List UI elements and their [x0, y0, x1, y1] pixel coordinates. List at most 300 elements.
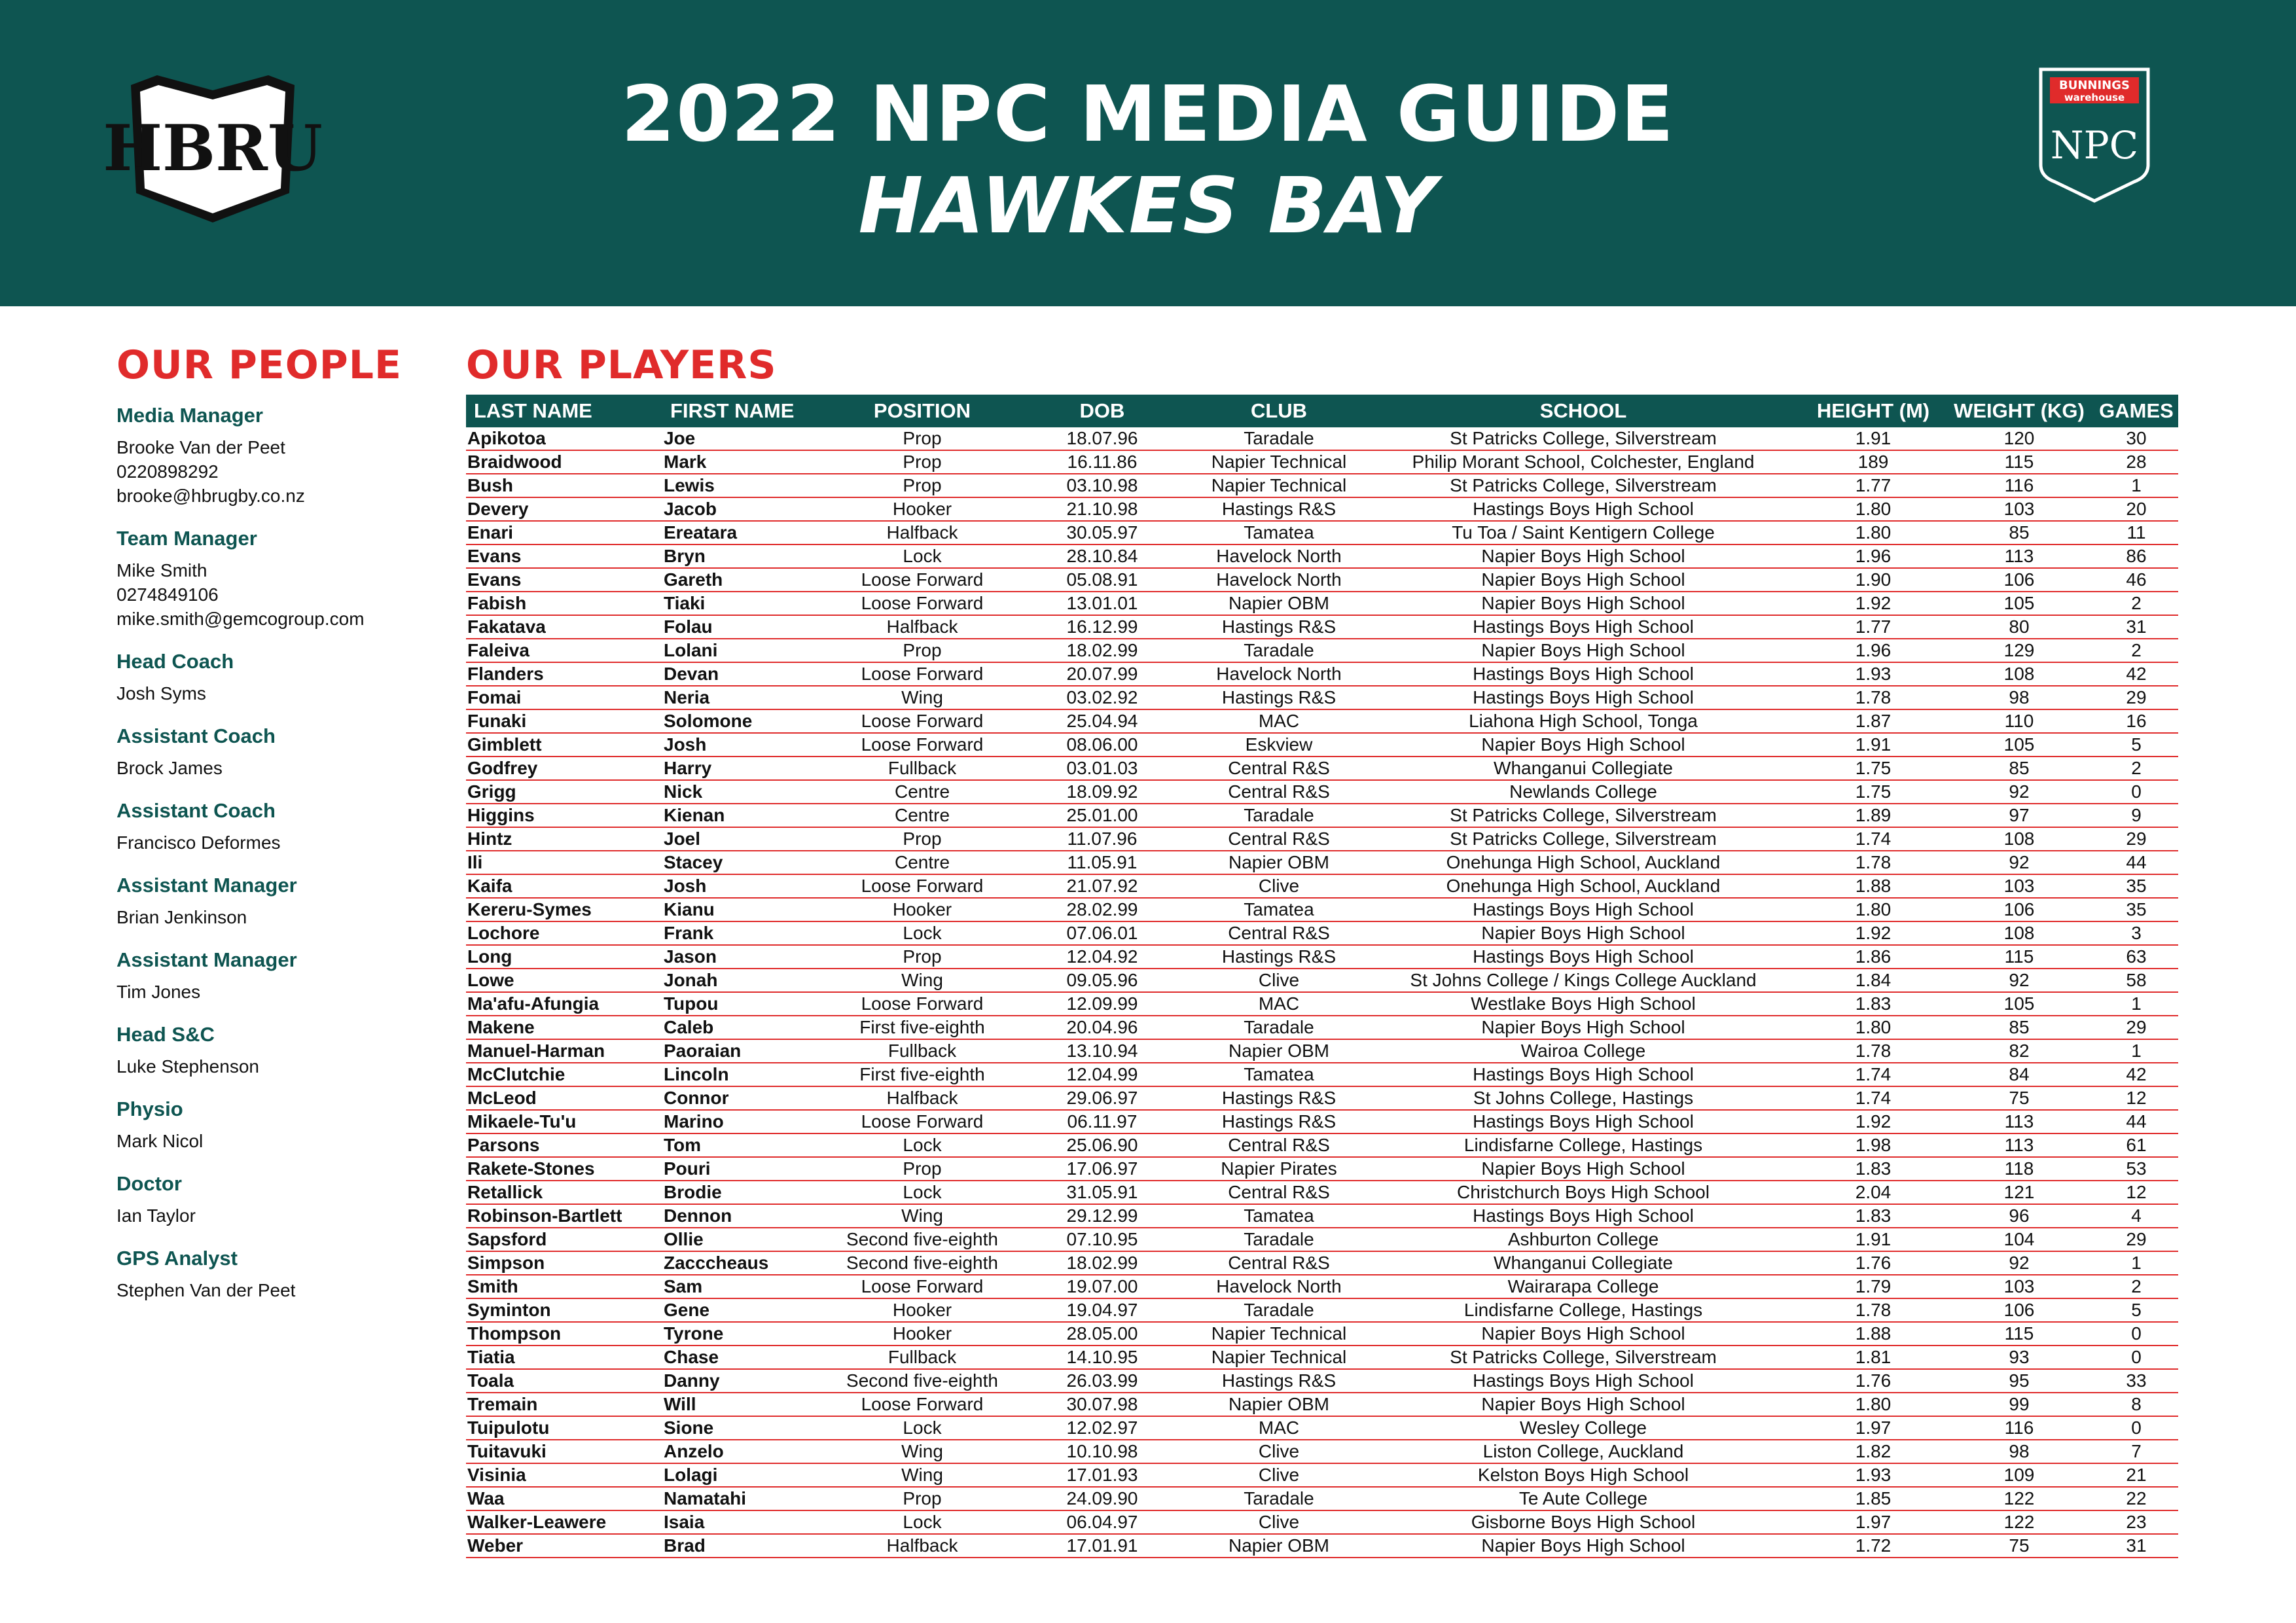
- cell-last-name: Braidwood: [467, 452, 562, 472]
- cell-position: Loose Forward: [861, 876, 984, 896]
- cell-club: Napier Pirates: [1221, 1158, 1337, 1179]
- staff-entry: [117, 872, 444, 929]
- cell-school: Christchurch Boys High School: [1457, 1182, 1710, 1202]
- our-players-heading: OUR PLAYERS: [466, 342, 777, 388]
- hbru-crest-lettering: HBRU: [103, 111, 323, 185]
- cell-school: St Patricks College, Silverstream: [1450, 805, 1717, 825]
- cell-dob: 31.05.91: [1066, 1182, 1138, 1202]
- cell-weight: 120: [2003, 428, 2035, 448]
- table-row: [466, 1535, 2178, 1558]
- npc-lettering: NPC: [2050, 123, 2139, 168]
- cell-games: 1: [2131, 993, 2142, 1014]
- cell-club: Taradale: [1244, 1229, 1314, 1249]
- cell-first-name: Marino: [664, 1111, 724, 1132]
- cell-position: Wing: [901, 970, 943, 990]
- cell-weight: 106: [2003, 899, 2035, 919]
- cell-weight: 103: [2003, 1276, 2035, 1296]
- cell-games: 46: [2126, 569, 2147, 590]
- table-row: [466, 946, 2178, 969]
- cell-club: MAC: [1258, 993, 1300, 1014]
- cell-weight: 108: [2003, 923, 2035, 943]
- cell-dob: 06.04.97: [1066, 1512, 1138, 1532]
- table-row: [466, 1299, 2178, 1323]
- cell-last-name: Syminton: [467, 1300, 551, 1320]
- cell-position: Hooker: [892, 1300, 952, 1320]
- staff-detail: Josh Syms: [117, 683, 206, 704]
- cell-height: 1.74: [1855, 1064, 1892, 1084]
- cell-games: 12: [2126, 1088, 2147, 1108]
- table-row: [466, 1393, 2178, 1417]
- bunnings-subtitle: warehouse: [2064, 92, 2125, 103]
- cell-last-name: Manuel-Harman: [467, 1041, 605, 1061]
- cell-club: Hastings R&S: [1221, 946, 1336, 967]
- cell-first-name: Brad: [664, 1535, 706, 1556]
- table-row: [466, 922, 2178, 946]
- cell-first-name: Will: [664, 1394, 696, 1414]
- cell-height: 1.80: [1855, 522, 1892, 543]
- cell-last-name: Godfrey: [467, 758, 538, 778]
- cell-last-name: Devery: [467, 499, 529, 519]
- cell-first-name: Joel: [664, 829, 701, 849]
- cell-weight: 122: [2003, 1488, 2035, 1508]
- cell-dob: 25.01.00: [1066, 805, 1138, 825]
- cell-club: Havelock North: [1216, 569, 1342, 590]
- cell-height: 1.77: [1855, 475, 1892, 495]
- staff-role: Team Manager: [117, 527, 257, 550]
- cell-position: Wing: [901, 1465, 943, 1485]
- cell-position: Prop: [903, 640, 942, 660]
- cell-games: 35: [2126, 876, 2147, 896]
- cell-club: Central R&S: [1228, 1253, 1330, 1273]
- cell-school: Hastings Boys High School: [1473, 899, 1694, 919]
- cell-height: 189: [1857, 452, 1889, 472]
- cell-club: Napier Technical: [1211, 1347, 1347, 1367]
- cell-last-name: Walker-Leawere: [467, 1512, 607, 1532]
- cell-last-name: Ma'afu-Afungia: [467, 993, 600, 1014]
- cell-height: 1.96: [1855, 546, 1892, 566]
- cell-club: Napier OBM: [1228, 852, 1330, 872]
- table-row: [466, 1205, 2178, 1228]
- cell-position: Prop: [903, 475, 942, 495]
- cell-first-name: Devan: [664, 664, 719, 684]
- cell-weight: 113: [2004, 546, 2034, 566]
- table-row: [466, 522, 2178, 545]
- cell-weight: 113: [2004, 1135, 2034, 1155]
- cell-games: 8: [2131, 1394, 2142, 1414]
- cell-dob: 07.10.95: [1066, 1229, 1138, 1249]
- cell-club: Central R&S: [1228, 1182, 1330, 1202]
- table-row: [466, 1488, 2178, 1511]
- cell-height: 1.76: [1855, 1253, 1892, 1273]
- cell-dob: 09.05.96: [1066, 970, 1138, 990]
- cell-weight: 108: [2003, 829, 2035, 849]
- cell-club: Central R&S: [1228, 781, 1330, 802]
- staff-entry: [117, 649, 444, 705]
- cell-weight: 109: [2003, 1465, 2035, 1485]
- cell-last-name: Apikotoa: [467, 428, 546, 448]
- cell-position: Lock: [903, 546, 942, 566]
- cell-club: Central R&S: [1228, 923, 1330, 943]
- cell-dob: 03.01.03: [1066, 758, 1138, 778]
- cell-position: Halfback: [886, 1088, 958, 1108]
- npc-shield-logo: [2036, 67, 2153, 204]
- cell-position: First five-eighth: [859, 1017, 985, 1037]
- table-row: [466, 427, 2178, 451]
- cell-games: 31: [2126, 1535, 2147, 1556]
- column-header-games: GAMES: [2099, 399, 2174, 422]
- cell-school: Napier Boys High School: [1481, 569, 1685, 590]
- cell-games: 21: [2126, 1465, 2147, 1485]
- cell-last-name: Parsons: [467, 1135, 540, 1155]
- column-header-club: CLUB: [1250, 399, 1308, 422]
- cell-position: Centre: [894, 852, 950, 872]
- cell-weight: 106: [2003, 569, 2035, 590]
- cell-height: 1.80: [1855, 1394, 1892, 1414]
- staff-detail: Mike Smith: [117, 560, 207, 580]
- cell-games: 3: [2131, 923, 2142, 943]
- cell-school: Liston College, Auckland: [1482, 1441, 1684, 1461]
- cell-position: Second five-eighth: [846, 1229, 998, 1249]
- cell-last-name: Flanders: [467, 664, 544, 684]
- cell-height: 1.75: [1855, 781, 1892, 802]
- cell-school: Kelston Boys High School: [1477, 1465, 1689, 1485]
- cell-last-name: Sapsford: [467, 1229, 547, 1249]
- table-row: [466, 1228, 2178, 1252]
- cell-dob: 28.05.00: [1066, 1323, 1138, 1344]
- cell-height: 1.98: [1855, 1135, 1892, 1155]
- cell-school: Onehunga High School, Auckland: [1446, 876, 1721, 896]
- staff-role: Head S&C: [117, 1023, 215, 1046]
- cell-first-name: Solomone: [664, 711, 753, 731]
- cell-dob: 13.10.94: [1066, 1041, 1138, 1061]
- cell-height: 1.92: [1855, 923, 1892, 943]
- table-row: [466, 1323, 2178, 1346]
- staff-detail: Brooke Van der Peet: [117, 437, 285, 457]
- cell-dob: 19.07.00: [1066, 1276, 1138, 1296]
- cell-height: 1.80: [1855, 499, 1892, 519]
- table-row: [466, 781, 2178, 804]
- cell-last-name: Retallick: [467, 1182, 543, 1202]
- cell-height: 1.83: [1855, 1205, 1892, 1226]
- cell-first-name: Josh: [664, 734, 707, 755]
- players-table: [466, 395, 2178, 1558]
- cell-dob: 29.06.97: [1066, 1088, 1138, 1108]
- cell-school: Hastings Boys High School: [1473, 664, 1694, 684]
- cell-last-name: Tuitavuki: [467, 1441, 547, 1461]
- cell-last-name: Smith: [467, 1276, 518, 1296]
- cell-dob: 19.04.97: [1066, 1300, 1138, 1320]
- cell-club: Central R&S: [1228, 829, 1330, 849]
- cell-last-name: Ili: [467, 852, 483, 872]
- cell-last-name: McLeod: [467, 1088, 537, 1108]
- cell-school: St Patricks College, Silverstream: [1450, 428, 1717, 448]
- cell-school: Napier Boys High School: [1481, 1535, 1685, 1556]
- table-row: [466, 1511, 2178, 1535]
- cell-first-name: Jonah: [664, 970, 718, 990]
- cell-last-name: Fomai: [467, 687, 522, 707]
- cell-school: Lindisfarne College, Hastings: [1463, 1135, 1703, 1155]
- cell-height: 1.78: [1855, 687, 1892, 707]
- table-row: [466, 569, 2178, 592]
- staff-entry: [117, 1096, 444, 1153]
- page-subtitle: HAWKES BAY: [858, 160, 1438, 251]
- cell-club: Napier Technical: [1211, 475, 1347, 495]
- cell-weight: 115: [2004, 946, 2034, 967]
- staff-role: Assistant Manager: [117, 874, 297, 897]
- cell-weight: 110: [2004, 711, 2034, 731]
- cell-dob: 28.10.84: [1066, 546, 1138, 566]
- cell-club: Napier Technical: [1211, 1323, 1347, 1344]
- cell-dob: 18.02.99: [1066, 640, 1138, 660]
- cell-games: 86: [2126, 546, 2147, 566]
- cell-weight: 97: [2009, 805, 2030, 825]
- cell-school: Gisborne Boys High School: [1471, 1512, 1696, 1532]
- cell-position: Prop: [903, 452, 942, 472]
- table-row: [466, 1370, 2178, 1393]
- cell-last-name: Kaifa: [467, 876, 512, 896]
- cell-games: 29: [2126, 687, 2147, 707]
- cell-dob: 18.09.92: [1066, 781, 1138, 802]
- cell-first-name: Paoraian: [664, 1041, 742, 1061]
- staff-role: Assistant Coach: [117, 799, 276, 822]
- cell-games: 53: [2126, 1158, 2147, 1179]
- cell-games: 1: [2131, 1253, 2142, 1273]
- cell-dob: 30.07.98: [1066, 1394, 1138, 1414]
- cell-first-name: Kianu: [664, 899, 715, 919]
- cell-club: Clive: [1258, 1512, 1300, 1532]
- cell-school: Hastings Boys High School: [1473, 1370, 1694, 1391]
- cell-club: Hastings R&S: [1221, 1111, 1336, 1132]
- cell-first-name: Pouri: [664, 1158, 711, 1179]
- table-row: [466, 875, 2178, 899]
- cell-dob: 14.10.95: [1066, 1347, 1138, 1367]
- cell-position: Fullback: [888, 1041, 957, 1061]
- cell-position: First five-eighth: [859, 1064, 985, 1084]
- cell-last-name: Robinson-Bartlett: [467, 1205, 622, 1226]
- cell-last-name: Grigg: [467, 781, 516, 802]
- cell-position: Loose Forward: [861, 1111, 984, 1132]
- cell-last-name: Makene: [467, 1017, 535, 1037]
- table-row: [466, 663, 2178, 687]
- table-row: [466, 498, 2178, 522]
- cell-weight: 92: [2009, 970, 2030, 990]
- cell-position: Second five-eighth: [846, 1370, 998, 1391]
- cell-position: Hooker: [892, 499, 952, 519]
- cell-first-name: Tyrone: [664, 1323, 724, 1344]
- cell-games: 0: [2131, 1347, 2142, 1367]
- cell-position: Loose Forward: [861, 1394, 984, 1414]
- cell-weight: 121: [2003, 1182, 2035, 1202]
- cell-last-name: Faleiva: [467, 640, 529, 660]
- table-row: [466, 710, 2178, 734]
- cell-school: Hastings Boys High School: [1473, 687, 1694, 707]
- cell-position: Wing: [901, 1441, 943, 1461]
- cell-height: 1.92: [1855, 1111, 1892, 1132]
- cell-club: MAC: [1258, 1418, 1300, 1438]
- cell-weight: 92: [2009, 781, 2030, 802]
- cell-height: 1.72: [1855, 1535, 1892, 1556]
- cell-school: St Johns College, Hastings: [1473, 1088, 1694, 1108]
- cell-height: 1.86: [1855, 946, 1892, 967]
- cell-dob: 17.06.97: [1066, 1158, 1138, 1179]
- cell-dob: 29.12.99: [1066, 1205, 1138, 1226]
- staff-entry: [117, 723, 444, 780]
- cell-school: Napier Boys High School: [1481, 593, 1685, 613]
- cell-dob: 08.06.00: [1066, 734, 1138, 755]
- column-header-dob: DOB: [1079, 399, 1125, 422]
- cell-club: Napier Technical: [1211, 452, 1347, 472]
- table-row: [466, 1417, 2178, 1440]
- table-row: [466, 545, 2178, 569]
- cell-games: 11: [2126, 522, 2146, 543]
- cell-games: 12: [2126, 1182, 2147, 1202]
- cell-school: Hastings Boys High School: [1473, 946, 1694, 967]
- cell-first-name: Danny: [664, 1370, 720, 1391]
- column-header-last-name: LAST NAME: [474, 399, 592, 422]
- cell-dob: 11.05.91: [1067, 852, 1138, 872]
- cell-games: 0: [2131, 1323, 2142, 1344]
- staff-role: Media Manager: [117, 404, 263, 427]
- cell-club: Taradale: [1244, 1488, 1314, 1508]
- cell-last-name: Enari: [467, 522, 514, 543]
- cell-weight: 103: [2003, 876, 2035, 896]
- table-body: [466, 427, 2178, 1558]
- cell-games: 1: [2131, 475, 2142, 495]
- cell-last-name: Visinia: [467, 1465, 526, 1485]
- cell-height: 1.76: [1855, 1370, 1892, 1391]
- cell-school: Philip Morant School, Colchester, England: [1412, 452, 1755, 472]
- cell-dob: 12.09.99: [1066, 993, 1138, 1014]
- cell-first-name: Gene: [664, 1300, 710, 1320]
- cell-games: 1: [2131, 1041, 2142, 1061]
- cell-dob: 16.11.86: [1067, 452, 1138, 472]
- cell-weight: 113: [2004, 1111, 2034, 1132]
- cell-school: Westlake Boys High School: [1471, 993, 1696, 1014]
- cell-club: Hastings R&S: [1221, 616, 1336, 637]
- cell-last-name: Funaki: [467, 711, 527, 731]
- cell-school: Napier Boys High School: [1481, 1017, 1685, 1037]
- table-row: [466, 757, 2178, 781]
- cell-weight: 103: [2003, 499, 2035, 519]
- cell-last-name: Waa: [467, 1488, 505, 1508]
- cell-club: Napier OBM: [1228, 1394, 1330, 1414]
- table-row: [466, 851, 2178, 875]
- cell-height: 1.74: [1855, 829, 1892, 849]
- cell-club: Hastings R&S: [1221, 1088, 1336, 1108]
- cell-dob: 10.10.98: [1066, 1441, 1138, 1461]
- staff-role: Assistant Manager: [117, 948, 297, 971]
- cell-first-name: Ereatara: [664, 522, 738, 543]
- cell-height: 1.83: [1855, 1158, 1892, 1179]
- cell-games: 2: [2131, 758, 2142, 778]
- cell-height: 1.82: [1855, 1441, 1892, 1461]
- cell-first-name: Mark: [664, 452, 707, 472]
- cell-height: 1.88: [1855, 1323, 1892, 1344]
- cell-height: 1.81: [1855, 1347, 1892, 1367]
- staff-detail: 0274849106: [117, 584, 219, 605]
- cell-last-name: Higgins: [467, 805, 535, 825]
- table-row: [466, 639, 2178, 663]
- table-row: [466, 969, 2178, 993]
- cell-games: 2: [2131, 1276, 2142, 1296]
- cell-position: Halfback: [886, 616, 958, 637]
- cell-position: Prop: [903, 428, 942, 448]
- cell-school: Napier Boys High School: [1481, 1394, 1685, 1414]
- cell-dob: 21.07.92: [1066, 876, 1138, 896]
- cell-games: 23: [2126, 1512, 2147, 1532]
- cell-weight: 96: [2009, 1205, 2030, 1226]
- cell-position: Prop: [903, 946, 942, 967]
- cell-dob: 12.04.99: [1066, 1064, 1138, 1084]
- staff-role: Physio: [117, 1097, 183, 1120]
- table-row: [466, 1134, 2178, 1158]
- cell-weight: 93: [2009, 1347, 2030, 1367]
- cell-school: Liahona High School, Tonga: [1469, 711, 1698, 731]
- table-row: [466, 899, 2178, 922]
- cell-games: 30: [2126, 428, 2147, 448]
- cell-height: 1.97: [1855, 1512, 1892, 1532]
- table-row: [466, 1275, 2178, 1299]
- cell-school: Napier Boys High School: [1481, 923, 1685, 943]
- cell-weight: 115: [2004, 1323, 2034, 1344]
- cell-height: 2.04: [1855, 1182, 1892, 1202]
- cell-weight: 108: [2003, 664, 2035, 684]
- cell-games: 58: [2126, 970, 2147, 990]
- table-row: [466, 687, 2178, 710]
- cell-club: MAC: [1258, 711, 1300, 731]
- cell-weight: 129: [2003, 640, 2035, 660]
- cell-dob: 18.07.96: [1066, 428, 1138, 448]
- cell-school: Lindisfarne College, Hastings: [1463, 1300, 1703, 1320]
- cell-first-name: Lolani: [664, 640, 718, 660]
- table-row: [466, 474, 2178, 498]
- staff-entry: [117, 402, 444, 508]
- cell-first-name: Isaia: [664, 1512, 705, 1532]
- cell-last-name: Tiatia: [467, 1347, 515, 1367]
- cell-games: 7: [2131, 1441, 2142, 1461]
- staff-detail: Brian Jenkinson: [117, 907, 247, 927]
- cell-school: Tu Toa / Saint Kentigern College: [1452, 522, 1715, 543]
- cell-first-name: Josh: [664, 876, 707, 896]
- cell-school: St Johns College / Kings College Auckland: [1410, 970, 1757, 990]
- cell-games: 2: [2131, 593, 2142, 613]
- cell-games: 28: [2126, 452, 2147, 472]
- cell-height: 1.75: [1855, 758, 1892, 778]
- cell-first-name: Gareth: [664, 569, 723, 590]
- cell-first-name: Folau: [664, 616, 713, 637]
- cell-dob: 17.01.91: [1066, 1535, 1138, 1556]
- table-row: [466, 1346, 2178, 1370]
- cell-height: 1.88: [1855, 876, 1892, 896]
- cell-height: 1.97: [1855, 1418, 1892, 1438]
- cell-position: Lock: [903, 1512, 942, 1532]
- staff-detail: Tim Jones: [117, 982, 201, 1002]
- cell-games: 0: [2131, 1418, 2142, 1438]
- cell-height: 1.91: [1855, 428, 1892, 448]
- cell-position: Loose Forward: [861, 711, 984, 731]
- cell-position: Lock: [903, 1135, 942, 1155]
- cell-weight: 122: [2003, 1512, 2035, 1532]
- cell-first-name: Lincoln: [664, 1064, 729, 1084]
- cell-games: 61: [2126, 1135, 2147, 1155]
- cell-first-name: Connor: [664, 1088, 729, 1108]
- cell-dob: 28.02.99: [1066, 899, 1138, 919]
- cell-first-name: Chase: [664, 1347, 719, 1367]
- cell-dob: 20.07.99: [1066, 664, 1138, 684]
- table-row: [466, 592, 2178, 616]
- cell-school: St Patricks College, Silverstream: [1450, 829, 1717, 849]
- staff-role: GPS Analyst: [117, 1247, 238, 1270]
